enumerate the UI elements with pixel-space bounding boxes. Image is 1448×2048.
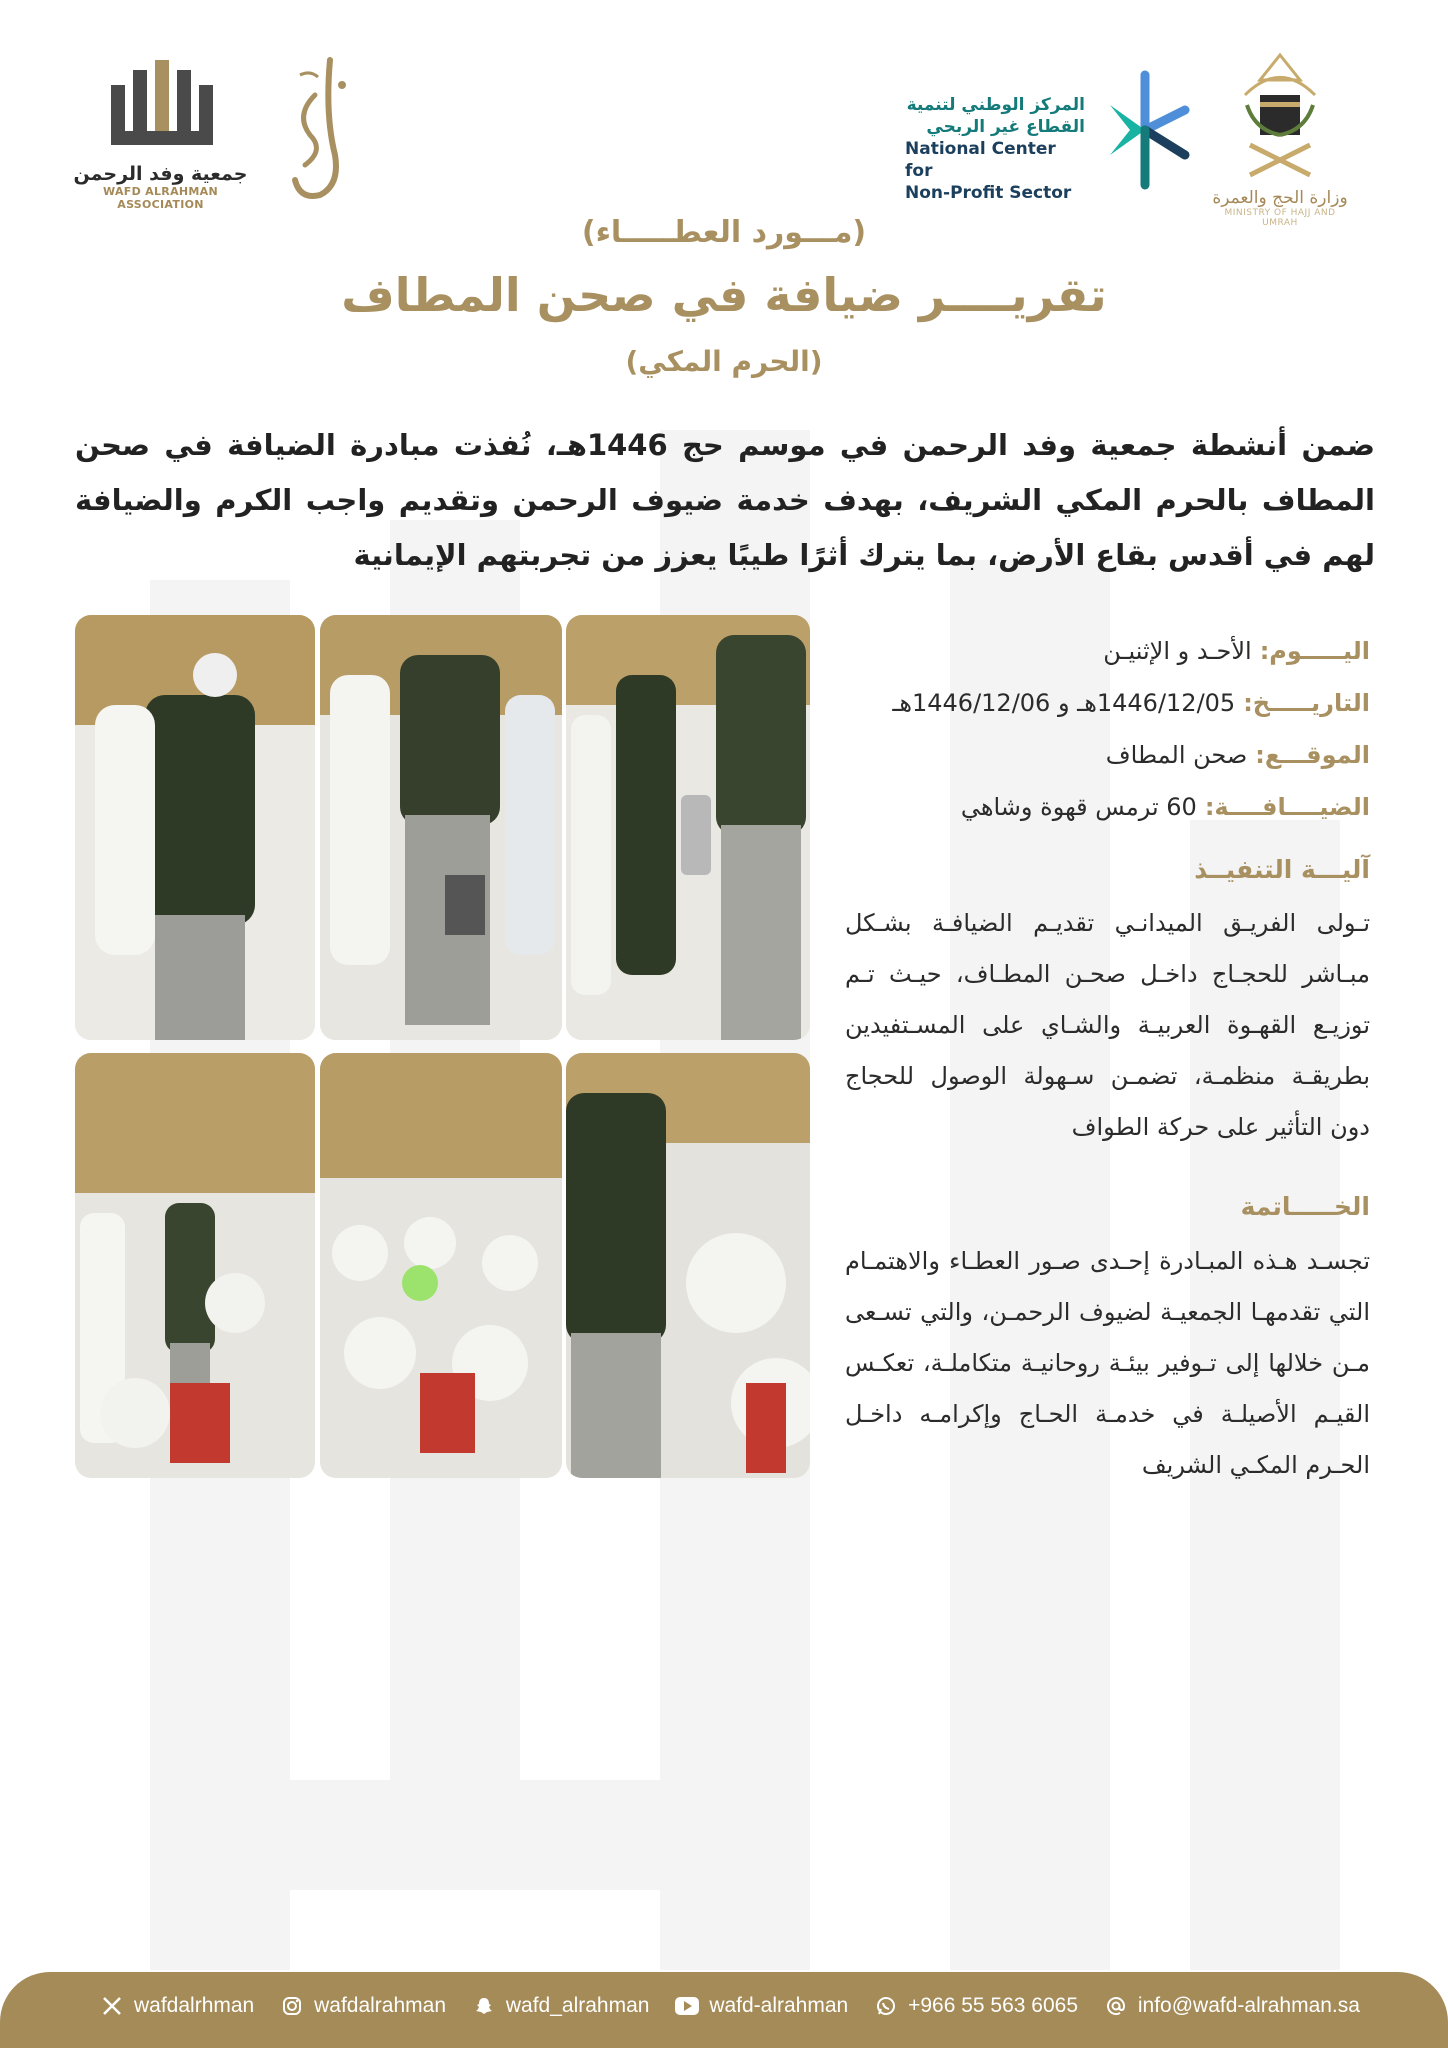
- conclusion-heading: الخـــــاتمة: [1240, 1192, 1370, 1221]
- ncnp-name-en-1: National Center for: [905, 139, 1056, 181]
- youtube-icon: [675, 1994, 699, 2018]
- day-label: اليـــــوم:: [1259, 637, 1370, 665]
- photo-volunteer-serving-coffee: [75, 615, 315, 1040]
- snapchat-handle: wafd_alrahman: [505, 1994, 650, 2017]
- x-icon: [100, 1994, 124, 2018]
- hospitality-value: 60 ترمس قهوة وشاهي: [960, 793, 1197, 821]
- intro-paragraph: ضمن أنشطة جمعية وفد الرحمن في موسم حج 1446هـ، نُفذت مبادرة الضيافة في صحن المطاف بالحرم المكي الشريف، بهدف خدمة ضيوف الرحمن وتقديم واجب الكرم والضيافة لهم في أقدس بقاع الأرض، بما يترك أثرًا طيبًا يعزز من تجربتهم الإيمانية: [75, 428, 1376, 572]
- footer-contact-bar: [0, 1972, 1448, 2048]
- photo-volunteers-with-pilgrims: [320, 615, 562, 1040]
- wafd-alrahman-logo: [68, 55, 253, 211]
- footer-youtube[interactable]: [675, 1994, 848, 2018]
- wafd-name-en: WAFD ALRAHMAN ASSOCIATION: [103, 185, 218, 211]
- photo-crowd-in-mataf: [320, 1053, 562, 1478]
- supertitle: (مـــورد العطـــــاء): [581, 215, 867, 250]
- footer-instagram[interactable]: [280, 1994, 446, 2018]
- hajj-calligraphy-icon: [280, 55, 360, 205]
- ministry-name-en: MINISTRY OF HAJJ AND UMRAH: [1224, 208, 1336, 228]
- ministry-hajj-logo: [1205, 50, 1355, 228]
- day-value: الأحـد و الإثنيـن: [1103, 637, 1252, 665]
- mechanism-heading: آليـــة التنفيــذ: [1194, 855, 1370, 884]
- whatsapp-icon: [874, 1994, 898, 2018]
- email-address: info@wafd-alrahman.sa: [1137, 1994, 1360, 2017]
- footer-snapchat[interactable]: [472, 1994, 650, 2018]
- instagram-handle: wafdalrahman: [314, 1994, 446, 2017]
- page-title: تقريــــر ضيافة في صحن المطاف: [341, 268, 1107, 322]
- snapchat-icon: [472, 1994, 496, 2018]
- date-value: 1446/12/05هـ و 1446/12/06هـ: [892, 689, 1236, 717]
- detail-hospitality: [845, 781, 1370, 833]
- whatsapp-number: +966 55 563 6065: [908, 1994, 1078, 2017]
- ministry-name-ar: وزارة الحج والعمرة: [1212, 188, 1348, 208]
- x-handle: wafdalrhman: [134, 1994, 255, 2017]
- detail-location: [845, 729, 1370, 781]
- conclusion-paragraph: تجسـد هـذه المبـادرة إحـدى صـور العطـاء والاهتمـام التي تقدمهـا الجمعيـة لضيوف الرحمـن، والتي تسـعى مـن خلالها إلى تـوفير بيئـة روحانيـة متكاملـة، تعكـس القيـم الأصيلـة في خدمـة الحـاج وإكرامـه داخـل الحـرم المكـي الشريف: [845, 1247, 1370, 1479]
- youtube-handle: wafd-alrahman: [709, 1994, 849, 2017]
- at-icon: [1104, 1994, 1128, 2018]
- photo-volunteers-pouring-coffee: [566, 615, 810, 1040]
- detail-day: [845, 625, 1370, 677]
- photo-volunteer-serving-seated-pilgrims: [566, 1053, 810, 1478]
- wafd-emblem-icon: [101, 55, 221, 155]
- location-label: الموقـــع:: [1255, 741, 1370, 769]
- ncnp-name-en-2: Non-Profit Sector: [905, 183, 1072, 203]
- footer-x[interactable]: [100, 1994, 254, 2018]
- hajj-logo: [280, 55, 360, 205]
- instagram-icon: [280, 1994, 304, 2018]
- ncnp-emblem-icon: [1100, 70, 1190, 190]
- kaaba-emblem-icon: [1225, 50, 1335, 180]
- detail-date: [845, 677, 1370, 729]
- photo-pilgrims-seated-in-mataf: [75, 1053, 315, 1478]
- location-value: صحن المطاف: [1105, 741, 1248, 769]
- subtitle: (الحرم المكي): [625, 345, 823, 378]
- ncnp-logo: [905, 70, 1190, 203]
- ncnp-name-ar-2: القطاع غير الربحي: [926, 117, 1085, 137]
- hospitality-label: الضيــــافــــة:: [1204, 793, 1370, 821]
- footer-whatsapp[interactable]: [874, 1994, 1078, 2018]
- date-label: التاريـــــخ:: [1243, 689, 1370, 717]
- ncnp-name-ar-1: المركز الوطني لتنمية: [906, 95, 1085, 115]
- footer-email[interactable]: [1104, 1994, 1360, 2018]
- event-details: [845, 625, 1370, 833]
- mechanism-paragraph: تـولى الفريـق الميدانـي تقديـم الضيافـة بشـكل مبـاشر للحجـاج داخـل صحـن المطـاف، حيـث تـم توزيـع القهـوة العربيـة والشـاي على المسـتفيدين بطريقـة منظمـة، تضمـن سـهولة الوصول للحجاج دون التأثير على حركة الطواف: [845, 909, 1370, 1141]
- wafd-name-ar: جمعية وفد الرحمن: [73, 163, 248, 185]
